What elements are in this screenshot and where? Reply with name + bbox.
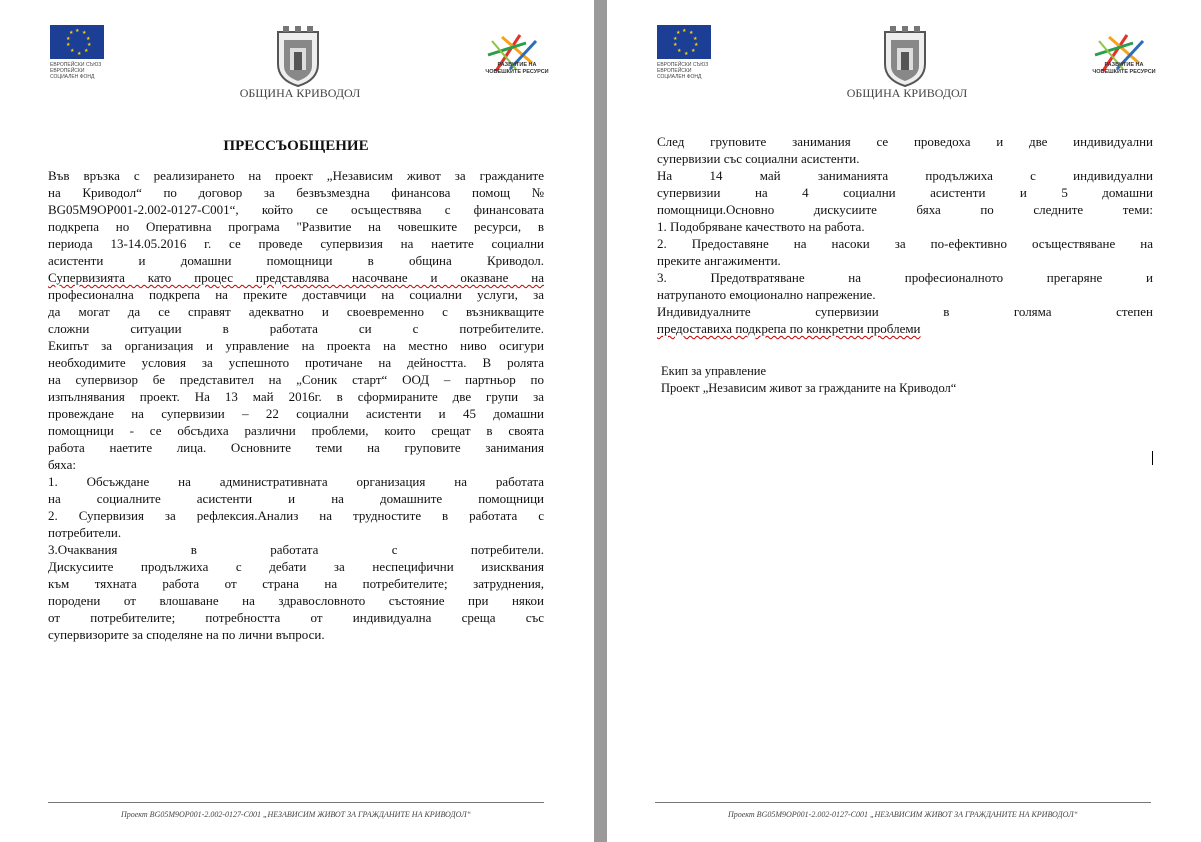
hr-text-line: РАЗВИТИЕ НА bbox=[1104, 62, 1144, 68]
text-line: 2. Предоставяне на насоки за по-ефективно осъществяване на bbox=[657, 236, 1153, 251]
eu-flag-icon: ★ ★ ★ ★ ★ ★ ★ ★ ★ ★ bbox=[50, 25, 104, 59]
text-line: бяха: bbox=[48, 457, 76, 472]
text-line: сложни ситуации в работата си с потребителите. bbox=[48, 321, 544, 336]
footer-divider bbox=[48, 802, 544, 803]
municipality-name: ОБЩИНА КРИВОДОЛ bbox=[846, 86, 968, 100]
hr-text-line: ЧОВЕШКИТЕ РЕСУРСИ bbox=[1092, 69, 1156, 75]
text-line: от потребителите; потребността от индивидуална среща със bbox=[48, 610, 544, 625]
text-line: потребители. bbox=[48, 525, 122, 540]
text-line: 3. Предотвратяване на професионалното прегаряне и bbox=[657, 270, 1153, 285]
eu-text-line: ЕВРОПЕЙСКИ СЪЮЗ bbox=[50, 62, 102, 68]
page-footer: Проект BG05M9OP001-2.002-0127-C001 „НЕЗАВИСИМ ЖИВОТ ЗА ГРАЖДАНИТЕ НА КРИВОДОЛ“ bbox=[727, 810, 1079, 819]
text-line: натрупаното емоционално напрежение. bbox=[657, 287, 876, 302]
text-line: След груповите занимания се проведоха и две индивидуални bbox=[657, 134, 1153, 149]
text-line: на супервизор бе представител на „Соник старт“ ООД – партньор по bbox=[48, 372, 544, 387]
document-title: ПРЕССЪОБЩЕНИЕ bbox=[223, 138, 369, 154]
text-line: 2. Супервизия за рефлексия.Анализ на трудностите в работата с bbox=[48, 508, 544, 523]
text-line: да могат да се справят адекватно и своевременно с възникващите bbox=[48, 304, 544, 319]
text-line: 3.Очаквания в работата с потребители. bbox=[48, 542, 544, 557]
text-line: работа наетите лица. Основните теми на груповите занимания bbox=[48, 440, 544, 455]
eu-text-line: ЕВРОПЕЙСКИ bbox=[657, 68, 692, 74]
signature-project: Проект „Независим живот за гражданите на Криводол“ bbox=[661, 381, 957, 395]
coat-of-arms-icon bbox=[275, 26, 321, 88]
text-line: 1. Подобряване качеството на работа. bbox=[657, 219, 865, 234]
text-line: Екипът за организация и управление на проекта на местно ниво осигури bbox=[48, 338, 544, 353]
text-line: периода 13-14.05.2016 г. се проведе супервизия на наетите социални bbox=[48, 236, 544, 251]
text-line: помощници - се обсъдиха различни проблеми, които срещат в своята bbox=[48, 423, 544, 438]
text-line: преките ангажименти. bbox=[657, 253, 781, 268]
document-page-1[interactable] bbox=[0, 0, 594, 842]
eu-text-line: ЕВРОПЕЙСКИ bbox=[50, 68, 85, 74]
hr-text-line: РАЗВИТИЕ НА bbox=[497, 62, 537, 68]
eu-flag-icon: ★ ★ ★ ★ ★ ★ ★ ★ ★ ★ bbox=[657, 25, 711, 59]
eu-text-line: ЕВРОПЕЙСКИ СЪЮЗ bbox=[657, 62, 709, 68]
footer-divider bbox=[655, 802, 1151, 803]
text-line: 1. Обсъждане на административната организация на работата bbox=[48, 474, 544, 489]
text-line: Супервизията като процес представлява насочване и оказване на bbox=[48, 270, 544, 285]
text-line: необходимите условия за успешното протичане на дейността. В ролята bbox=[48, 355, 544, 370]
signature-team: Екип за управление bbox=[661, 364, 767, 378]
text-line: асистенти и домашни помощници в община Криводол. bbox=[48, 253, 544, 268]
text-line: BG05M9OP001-2.002-0127-C001“, който се осъществява с финансовата bbox=[48, 202, 544, 217]
coat-of-arms-icon bbox=[882, 26, 928, 88]
text-line: подкрепа но Оперативна програма "Развитие на човешките ресурси, в bbox=[48, 219, 544, 234]
text-cursor bbox=[1152, 451, 1153, 465]
page-1-body bbox=[48, 138, 544, 643]
text-line: супервизии със социални асистенти. bbox=[657, 151, 860, 166]
text-line: към тяхната работа от страна на потребителите; затруднения, bbox=[48, 576, 544, 591]
page-2-body bbox=[657, 133, 1153, 397]
text-line: на Криводол“ по договор за безвъзмездна финансова помощ № bbox=[48, 185, 544, 200]
document-page-2[interactable] bbox=[607, 0, 1201, 842]
page-header-logos bbox=[0, 22, 594, 102]
text-line: помощници.Основно дискусиите бяха по следните теми: bbox=[657, 202, 1153, 217]
text-line: Дискусиите продължиха с дебати за неспецифични изисквания bbox=[48, 559, 544, 574]
page-header-logos bbox=[607, 22, 1201, 102]
text-line: породени от влошаване на здравословното състояние при някои bbox=[48, 593, 544, 608]
text-line: професионална подкрепа на преките доставчици на социални услуги, за bbox=[48, 287, 544, 302]
eu-text-line: СОЦИАЛЕН ФОНД bbox=[50, 74, 95, 80]
text-line: На 14 май заниманията продължиха с индивидуални bbox=[657, 168, 1153, 183]
text-line: провеждане на супервизии – 22 социални асистенти и 45 домашни bbox=[48, 406, 544, 421]
municipality-name: ОБЩИНА КРИВОДОЛ bbox=[239, 86, 361, 100]
text-line: предоставиха подкрепа по конкретни проблеми bbox=[657, 321, 921, 336]
text-line: супервизии на 4 социални асистенти и 5 домашни bbox=[657, 185, 1153, 200]
text-line: Във връзка с реализирането на проект „Независим живот за гражданите bbox=[48, 168, 544, 183]
text-line: Индивидуалните супервизии в голяма степен bbox=[657, 304, 1153, 319]
hr-text-line: ЧОВЕШКИТЕ РЕСУРСИ bbox=[485, 69, 549, 75]
eu-text-line: СОЦИАЛЕН ФОНД bbox=[657, 74, 702, 80]
text-line: супервизорите за споделяне на по лични въпроси. bbox=[48, 627, 325, 642]
page-footer: Проект BG05M9OP001-2.002-0127-C001 „НЕЗАВИСИМ ЖИВОТ ЗА ГРАЖДАНИТЕ НА КРИВОДОЛ“ bbox=[120, 810, 472, 819]
eu-logo bbox=[657, 25, 715, 80]
text-line: на социалните асистенти и на домашните помощници bbox=[48, 491, 544, 506]
text-line: изпълнявания проект. На 13 май 2016г. в сформираните две групи за bbox=[48, 389, 544, 404]
eu-logo bbox=[50, 25, 108, 80]
